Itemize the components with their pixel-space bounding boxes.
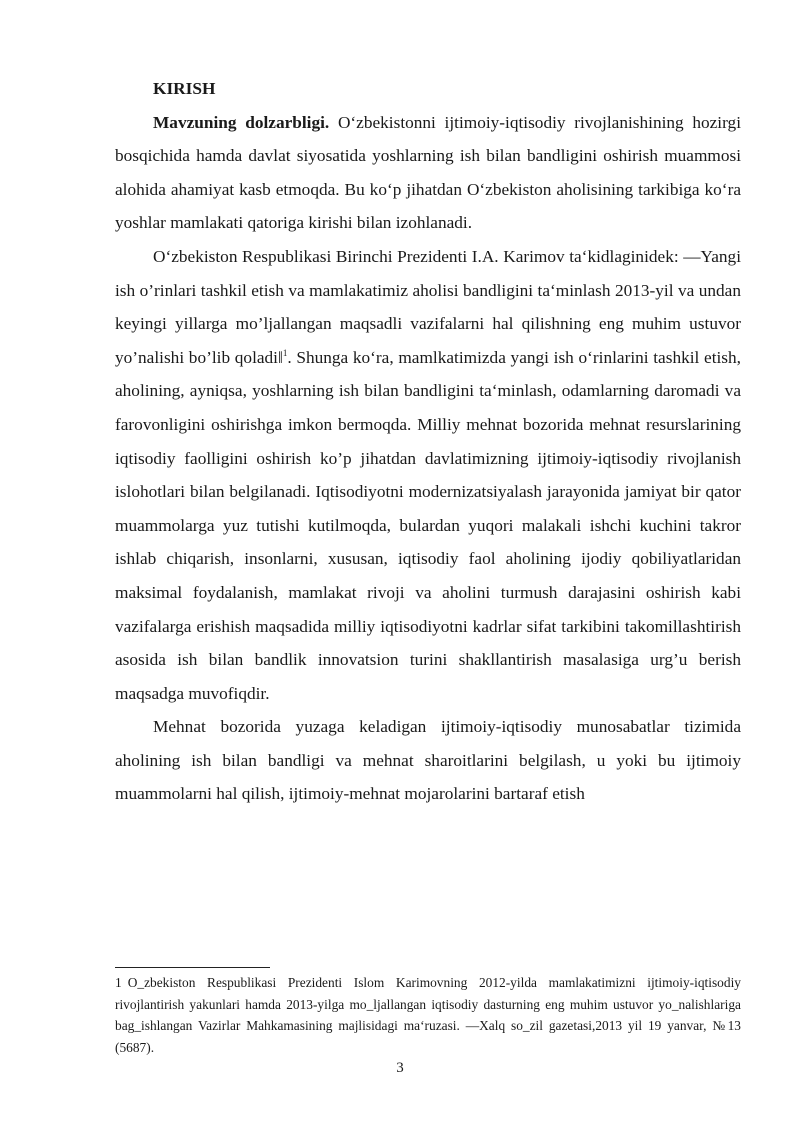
- paragraph-text: O‘zbekiston Respublikasi Birinchi Prezidenti I.A. Karimov ta‘kidlaginidek: ―Yangi ish o’rinlari tashkil etish va mamlakatimiz aholisi bandligini ta‘minlash 2013-yil va undan keyingi yillarga mo’ljallangan maqsadli vazifalarni hal qilishning eng muhim ustuvor yo’nalishi bo’lib qoladi‖: [115, 246, 741, 367]
- footnote-text: O_zbekiston Respublikasi Prezidenti Islom Karimovning 2012-yilda mamlakatimizni ijtimoiy-iqtisodiy rivojlantirish yakunlari hamda 2013-yilga mo_ljallangan iqtisodiy dasturning eng muhim ustuvor yo_nalishlariga bag_ishlangan Vazirlar Mahkamasining majlisidagi ma‘ruzasi. ―Xalq so_zil gazetasi,2013 yil 19 yanvar, №13 (5687).: [115, 975, 741, 1055]
- paragraph-text: O‘zbekistonni ijtimoiy-iqtisodiy rivojlanishining hozirgi bosqichida hamda davlat siyosatida yoshlarning ish bilan bandligini oshirish muammosi alohida ahamiyat kasb etmoqda. Bu ko‘p jihatdan O‘zbekiston aholisining tarkibiga ko‘ra yoshlar mamlakati qatoriga kirishi bilan izohlanadi.: [115, 112, 741, 233]
- section-heading: KIRISH: [153, 79, 216, 98]
- footnote-divider: [115, 967, 270, 968]
- paragraph-relevance: [115, 106, 741, 240]
- main-text: [115, 72, 741, 811]
- paragraph-labor-market: Mehnat bozorida yuzaga keladigan ijtimoiy-iqtisodiy munosabatlar tizimida aholining ish bilan bandligi va mehnat sharoitlarini belgilash, u yoki bu ijtimoiy muammolarni hal qilish, ijtimoiy-mehnat mojarolarini bartaraf etish: [115, 717, 741, 804]
- paragraph-quote: [115, 240, 741, 710]
- footnote-number: 1: [115, 975, 122, 990]
- footnote-reference[interactable]: 1: [282, 347, 288, 358]
- paragraph-lead: Mavzuning dolzarbligi.: [153, 112, 330, 132]
- page-number: 3: [396, 1060, 404, 1076]
- footnote: [115, 972, 741, 1058]
- paragraph-text: . Shunga ko‘ra, mamlkatimizda yangi ish o‘rinlarini tashkil etish, aholining, ayniqsa, yoshlarning ish bilan bandligini ta‘minlash, odamlarning daromadi va farovonligini oshirishga imkon bermoqda. Milliy mehnat bozorida mehnat resurslarining iqtisodiy faolligini oshirish ko’p jihatdan davlatimizning ijtimoiy-iqtisodiy rivojlanish islohotlari bilan belgilanadi. Iqtisodiyotni modernizatsiyalash jarayonida jamiyat bir qator muammolarga yuz tutishi kutilmoqda, bulardan yuqori malakali ishchi kuchini takror ishlab chiqarish, insonlarni, xususan, iqtisodiy faol aholining ijodiy qobiliyatlaridan maksimal foydalanish, mamlakat rivoji va aholini turmush darajasini oshirish kabi vazifalarga erishish maqsadida milliy iqtisodiyotni kadrlar sifat tarkibini takomillashtirish asosida ish bilan bandlik innovatsion turini shakllantirish masalasiga urg’u berish maqsadga muvofiqdir.: [115, 347, 741, 703]
